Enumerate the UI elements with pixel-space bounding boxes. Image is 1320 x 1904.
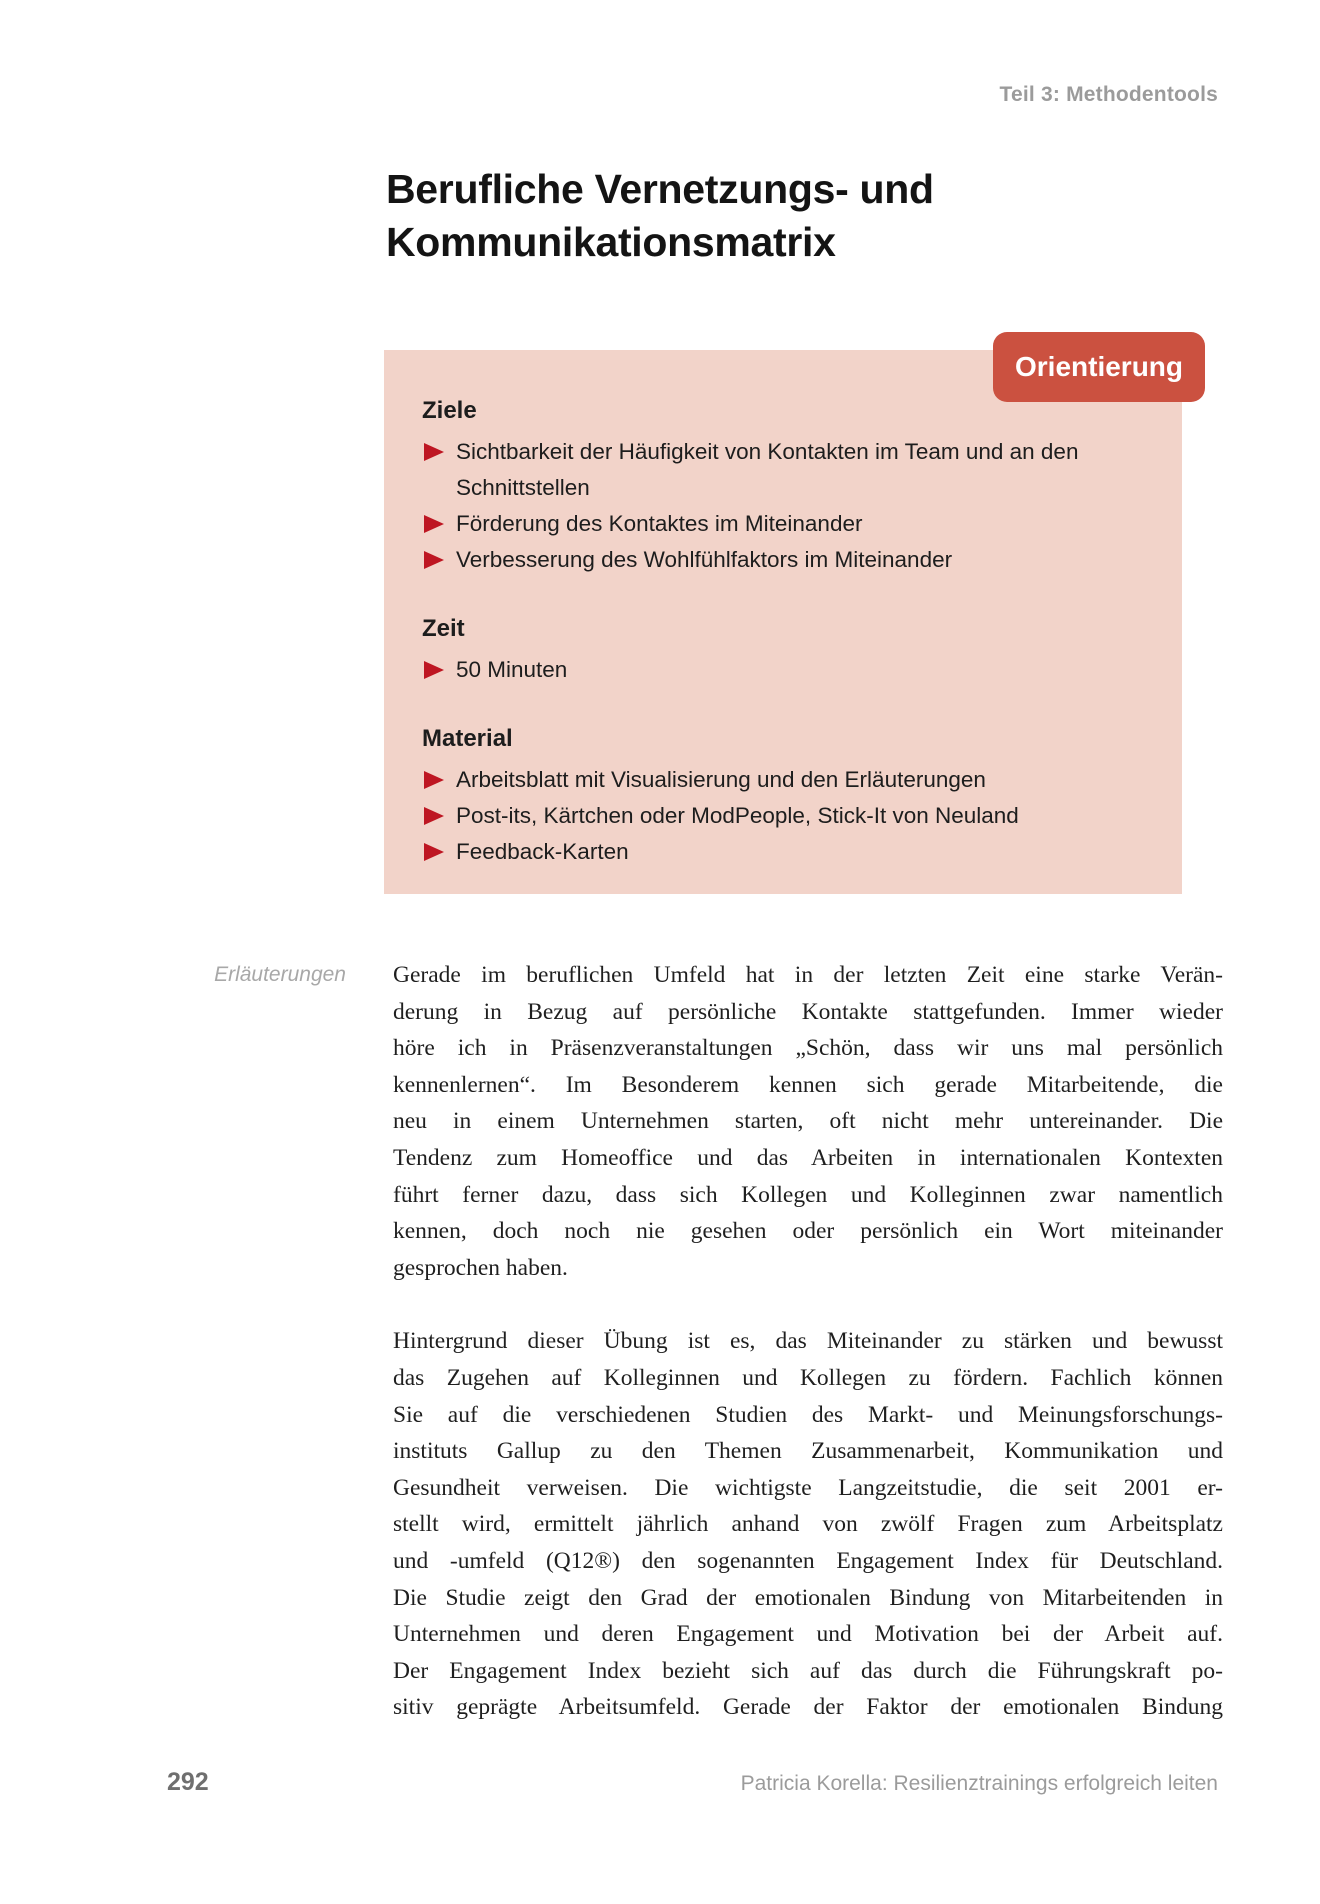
body-text-line: Gesundheit verweisen. Die wichtigste Langzeitstudie, die seit 2001 er-: [393, 1474, 1223, 1501]
page-number: 292: [167, 1768, 209, 1796]
list-item: [422, 542, 1136, 578]
body-text-line: Der Engagement Index bezieht sich auf das durch die Führungskraft po-: [393, 1657, 1223, 1684]
triangle-right-icon: [424, 771, 444, 789]
section-heading: Zeit: [422, 615, 465, 642]
orientation-box: [384, 350, 1182, 894]
orientation-badge: Orientierung: [993, 332, 1205, 402]
body-text-line: instituts Gallup zu den Themen Zusammenarbeit, Kommunikation und: [393, 1438, 1223, 1465]
list-item-text: Feedback-Karten: [456, 839, 629, 864]
body-text-line: gesprochen haben.: [393, 1254, 568, 1281]
body-text-line: und -umfeld (Q12®) den sogenannten Engagement Index für Deutschland.: [393, 1547, 1223, 1574]
triangle-right-icon: [424, 661, 444, 679]
running-head: Teil 3: Methodentools: [999, 83, 1218, 106]
section-heading: Material: [422, 725, 513, 752]
list-item: [422, 434, 1136, 506]
list-item: [422, 506, 1136, 542]
page-title-line2: Kommunikationsmatrix: [386, 219, 836, 265]
section-heading: Ziele: [422, 397, 477, 424]
list-item-text: 50 Minuten: [456, 657, 568, 682]
body-copy: [393, 957, 1223, 1726]
body-text-line: Gerade im beruflichen Umfeld hat in der letzten Zeit eine starke Verän-: [393, 962, 1223, 988]
body-text-line: kennen, doch noch nie gesehen oder persönlich ein Wort miteinander: [393, 1218, 1223, 1245]
body-text-line: das Zugehen auf Kolleginnen und Kollegen zu fördern. Fachlich können: [393, 1364, 1223, 1391]
margin-label: Erläuterungen: [214, 963, 346, 986]
body-text-line: derung in Bezug auf persönliche Kontakte stattgefunden. Immer wieder: [393, 998, 1223, 1025]
list-item-text: Post-its, Kärtchen oder ModPeople, Stick-It von Neuland: [456, 803, 1019, 828]
triangle-right-icon: [424, 807, 444, 825]
list-item: [422, 834, 1136, 870]
list-item: [422, 652, 1136, 688]
list-item-text: Arbeitsblatt mit Visualisierung und den Erläuterungen: [456, 767, 986, 792]
triangle-right-icon: [424, 515, 444, 533]
body-text-line: neu in einem Unternehmen starten, oft nicht mehr untereinander. Die: [393, 1108, 1223, 1135]
page-title: [386, 163, 934, 269]
list-item-text: Sichtbarkeit der Häufigkeit von Kontakten im Team und an den Schnittstellen: [456, 439, 1079, 500]
list-item: [422, 762, 1136, 798]
paragraph: [393, 957, 1223, 1286]
body-text-line: kennenlernen“. Im Besonderem kennen sich gerade Mitarbeitende, die: [393, 1071, 1223, 1098]
body-text-line: führt ferner dazu, dass sich Kollegen und Kolleginnen zwar namentlich: [393, 1181, 1223, 1208]
list-item-text: Verbesserung des Wohlfühlfaktors im Miteinander: [456, 547, 953, 572]
body-text-line: höre ich in Präsenzveranstaltungen „Schön, dass wir uns mal persönlich: [393, 1035, 1223, 1062]
triangle-right-icon: [424, 843, 444, 861]
body-text-line: Tendenz zum Homeoffice und das Arbeiten in internationalen Kontexten: [393, 1144, 1223, 1171]
body-text-line: Unternehmen und deren Engagement und Motivation bei der Arbeit auf.: [393, 1621, 1223, 1648]
section-zeit: [422, 614, 1136, 688]
triangle-right-icon: [424, 551, 444, 569]
body-text-line: Die Studie zeigt den Grad der emotionalen Bindung von Mitarbeitenden in: [393, 1584, 1223, 1611]
body-text-line: Sie auf die verschiedenen Studien des Markt- und Meinungsforschungs-: [393, 1401, 1223, 1428]
paragraph: [393, 1323, 1223, 1726]
body-text-line: stellt wird, ermittelt jährlich anhand von zwölf Fragen zum Arbeitsplatz: [393, 1511, 1223, 1538]
section-material: [422, 724, 1136, 870]
page-title-line1: Berufliche Vernetzungs- und: [386, 166, 934, 212]
triangle-right-icon: [424, 443, 444, 461]
body-text-line: Hintergrund dieser Übung ist es, das Miteinander zu stärken und bewusst: [393, 1328, 1223, 1355]
section-ziele: [422, 396, 1136, 578]
footer-credit: Patricia Korella: Resilienztrainings erfolgreich leiten: [740, 1772, 1218, 1795]
body-text-line: sitiv geprägte Arbeitsumfeld. Gerade der Faktor der emotionalen Bindung: [393, 1694, 1223, 1721]
list-item: [422, 798, 1136, 834]
list-item-text: Förderung des Kontaktes im Miteinander: [456, 511, 863, 536]
